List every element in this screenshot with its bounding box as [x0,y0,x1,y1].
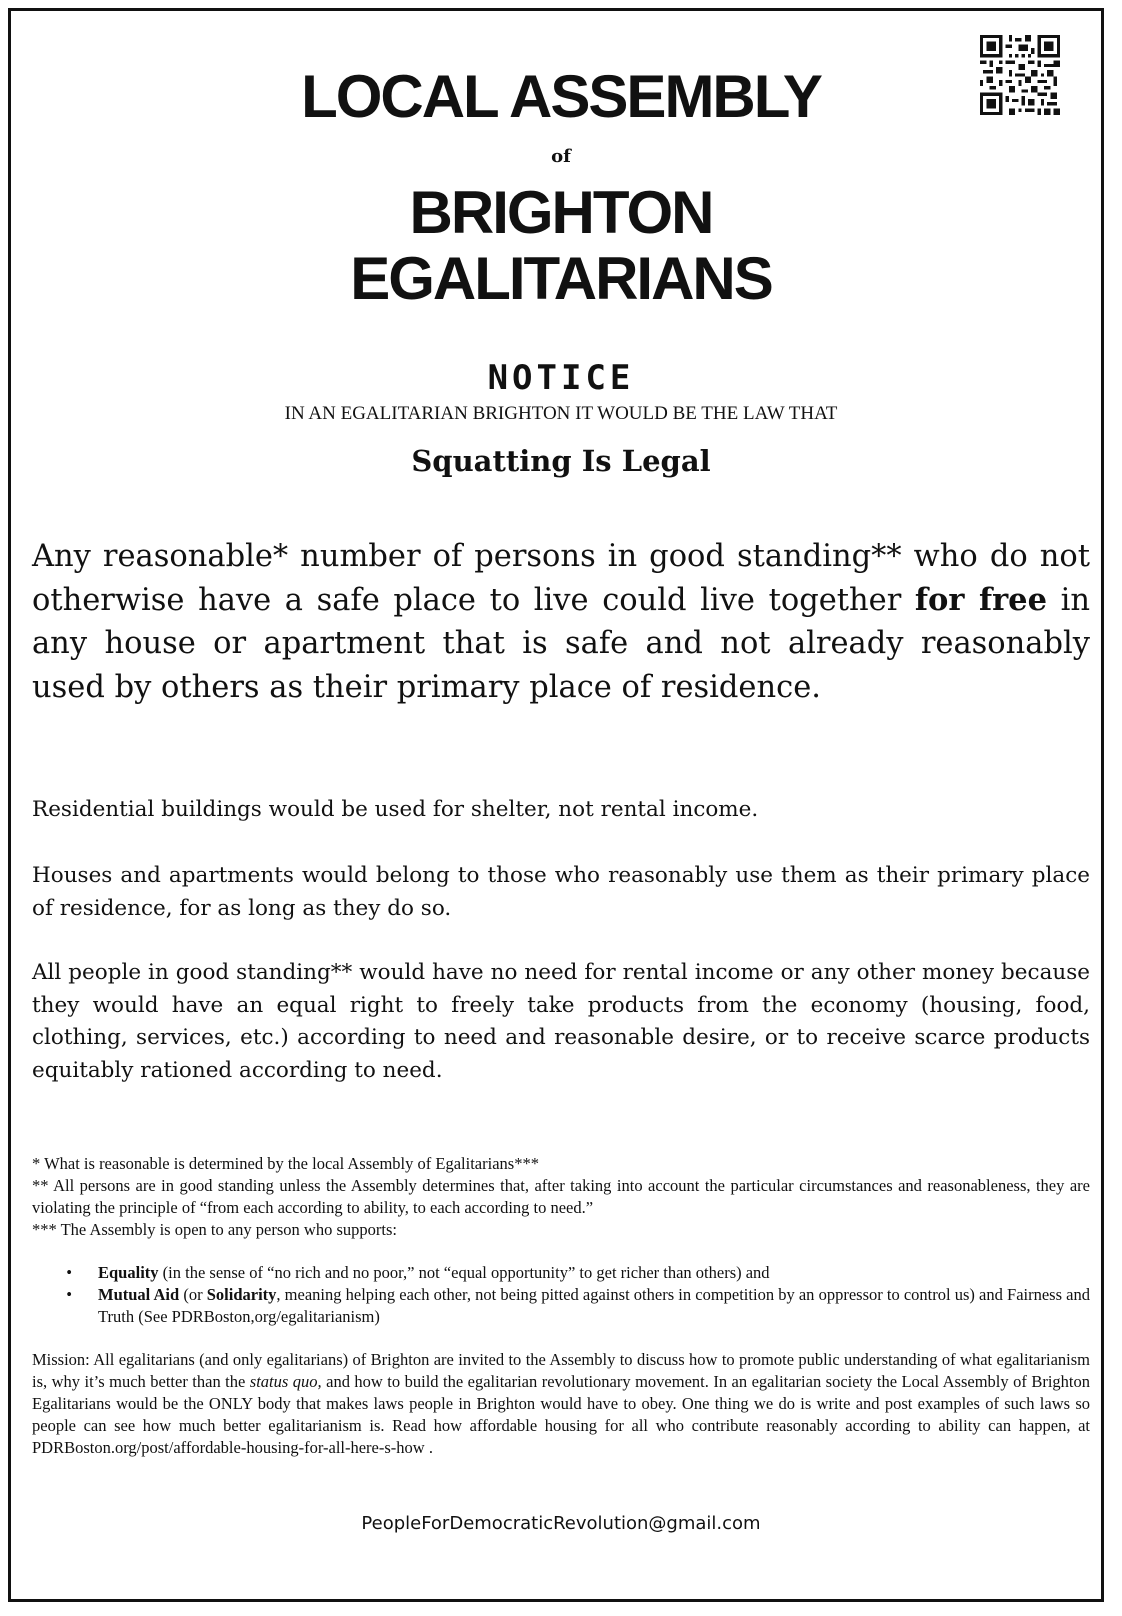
paragraph-ownership: Houses and apartments would belong to those who reasonably use them as their primary place of residence, for as long as they do so. [32,863,1090,921]
bullet-2-text: , meaning helping each other, not being pitted against others in competition by an oppressor to control us) and Fairness and Truth (See PDRBoston,org/egalitarianism) [98,1285,1090,1326]
footnote-1: * What is reasonable is determined by the local Assembly of Egalitarians*** [32,1154,539,1173]
bullet-icon: • [66,1263,72,1282]
mission-text-2: and how to build the egalitarian revolutionary movement. In an egalitarian society the Local Assembly of Brighton Egalitarians would be the ONLY body that makes laws people in Brighton would have to obey. One thing we do is write and post examples of such laws so people can see how much better egalitarianism is. Read how affordable housing for all who contribute reasonably according to ability can happen, at PDRBoston.org/post/affordable-housing-for-all-here-s-how . [32,1372,1090,1457]
bullet-1-text: (in the sense of “no rich and no poor,” not “equal opportunity” to get richer than others) and [158,1263,770,1282]
assembly-principles-list [32,1262,1090,1328]
list-item [32,1284,1090,1328]
bullet-1-bold: Equality [98,1263,159,1282]
footnote-2: ** All persons are in good standing unless the Assembly determines that, after taking into account the particular circumstances and reasonableness, they are violating the principle of “from each according to ability, to each according to need.” [32,1176,1090,1217]
bullet-2-bold-1: Mutual Aid [98,1285,180,1304]
lead-bold-for-free: for free [914,581,1047,618]
paragraph-good-standing: All people in good standing** would have no need for rental income or any other money because they would have an equal right to freely take products from the economy (housing, food, clothing, services, etc.) according to need and reasonable desire, or to receive scarce products equitably rationed according to need. [32,960,1090,1083]
title-line-2: BRIGHTON [409,179,713,246]
lead-paragraph [32,535,1090,709]
contact-email[interactable]: PeopleForDemocraticRevolution@gmail.com [361,1513,761,1534]
title-of: of [551,146,571,167]
bullet-2-bold-2: Solidarity [206,1285,277,1304]
paragraph-shelter: Residential buildings would be used for shelter, not rental income. [32,797,759,822]
lead-text-2: in any house or apartment that is safe and not already reasonably used by others as their primary place of residence. [32,582,1091,705]
bullet-2-mid: (or [179,1285,207,1304]
title-line-1: LOCAL ASSEMBLY [301,63,821,130]
list-item [32,1262,1090,1284]
footnotes [32,1153,1090,1241]
law-title: Squatting Is Legal [411,444,711,478]
mission-statement [32,1349,1090,1459]
lead-text-1: Any reasonable* number of persons in good standing** who do not otherwise have a safe place to live could live together [32,539,1090,618]
notice-heading: NOTICE [487,358,635,398]
bullet-icon: • [66,1285,72,1304]
title-line-3: EGALITARIANS [350,245,772,312]
notice-subtitle: IN AN EGALITARIAN BRIGHTON IT WOULD BE THE LAW THAT [284,403,838,424]
mission-text-1: Mission: All egalitarians (and only egalitarians) of Brighton are invited to the Assembly to discuss how to promote public understanding of what egalitarianism is, why it’s much better than the [32,1350,1090,1391]
mission-italic: status quo, [249,1372,322,1391]
footnote-3: *** The Assembly is open to any person who supports: [32,1220,397,1239]
